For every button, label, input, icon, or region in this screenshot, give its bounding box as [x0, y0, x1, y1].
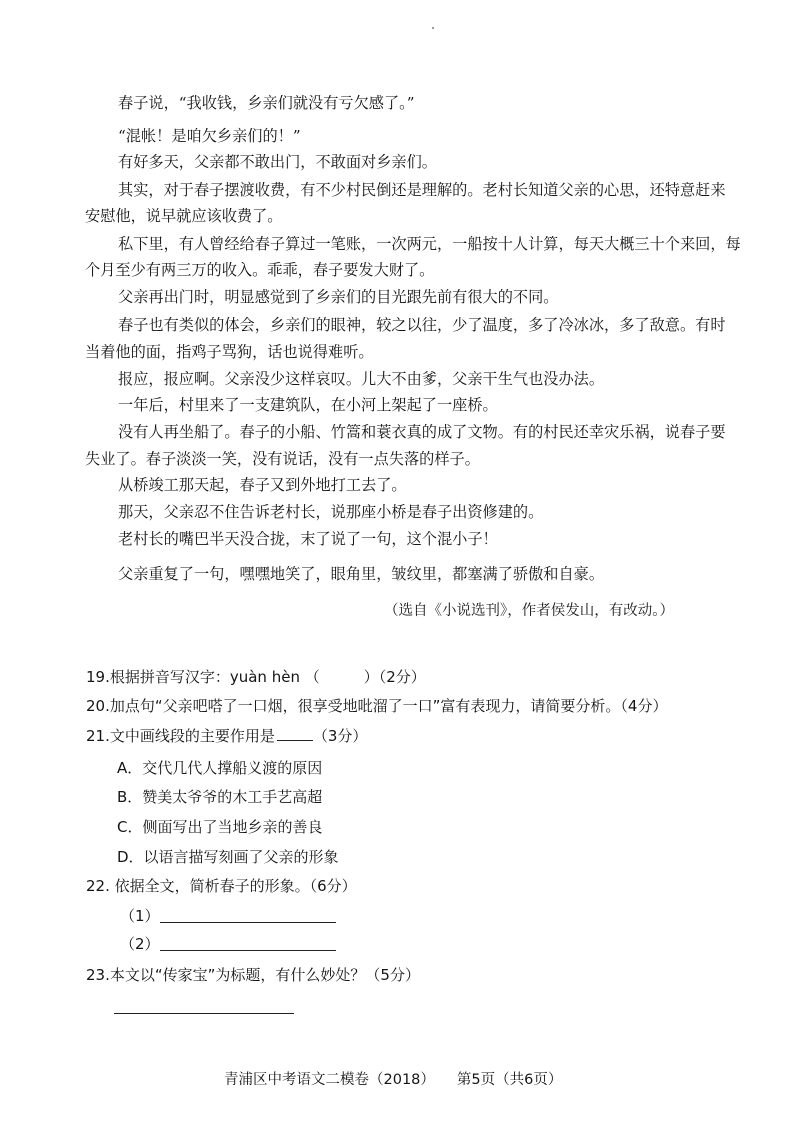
question-21-prefix: 21.文中画线段的主要作用是: [86, 727, 275, 745]
passage-line: 老村长的嘴巴半天没合拢，末了说了一句，这个混小子！: [118, 530, 498, 548]
question-20: 20.加点句“父亲吧嗒了一口烟，很享受地吡溜了一口”富有表现力，请简要分析。（4分）: [86, 697, 668, 715]
answer-label-22-2: （2）: [120, 935, 160, 953]
passage-line: 当着他的面，指鸡子骂狗，话也说得难听。: [85, 343, 374, 361]
question-22: 22. 依据全文，简析春子的形象。（6分）: [86, 877, 357, 895]
option-d: D．以语言描写刻画了父亲的形象: [117, 848, 339, 866]
answer-label-22-1: （1）: [120, 907, 160, 925]
question-19-suffix: ）（2分）: [363, 668, 426, 686]
option-b: B．赞美太爷爷的木工手艺高超: [117, 788, 323, 806]
passage-line: “混帐！是咱欠乡亲们的！”: [118, 127, 301, 145]
answer-line-23[interactable]: [114, 1013, 294, 1014]
passage-line: 父亲再出门时，明显感觉到了乡亲们的目光跟先前有很大的不同。: [118, 288, 559, 306]
answer-line-22-2[interactable]: [160, 950, 336, 951]
footer-exam-title: 青浦区中考语文二模卷（2018）: [224, 1072, 435, 1088]
passage-line: 那天，父亲忍不住告诉老村长，说那座小桥是春子出资修建的。: [118, 503, 544, 521]
source-citation: （选自《小说选刊》，作者侯发山，有改动。）: [384, 603, 674, 619]
passage-line: 没有人再坐船了。春子的小船、竹篙和蓑衣真的成了文物。有的村民还幸灾乐祸，说春子要: [118, 423, 726, 441]
footer-page-number: 第5页（共6页）: [456, 1072, 563, 1088]
passage-line: 私下里，有人曾经给春子算过一笔账，一次两元，一船按十人计算，每天大概三十个来回，每: [118, 235, 741, 253]
question-19: [86, 667, 426, 687]
passage-line: 从桥竣工那天起，春子又到外地打工去了。: [118, 476, 407, 494]
passage-line: 有好多天，父亲都不敢出门，不敢面对乡亲们。: [118, 153, 437, 171]
option-a: A．交代几代人撑船义渡的原因: [117, 759, 323, 777]
passage-line: 春子也有类似的体会，乡亲们的眼神，较之以往，少了温度，多了冷冰冰，多了敌意。有时: [118, 316, 726, 334]
answer-line-22-1[interactable]: [160, 922, 336, 923]
question-21: [86, 726, 367, 746]
question-23: 23.本文以“传家宝”为标题，有什么妙处？（5分）: [86, 966, 420, 984]
passage-line: 春子说，“我收钱，乡亲们就没有亏欠感了。”: [118, 94, 415, 112]
answer-blank-21[interactable]: [277, 726, 313, 741]
passage-line: 报应，报应啊。父亲没少这样哀叹。儿大不由爹，父亲干生气也没办法。: [118, 370, 604, 388]
question-21-suffix: （3分）: [312, 727, 368, 745]
option-c: C．侧面写出了当地乡亲的善良: [117, 818, 323, 836]
passage-line: 一年后，村里来了一支建筑队，在小河上架起了一座桥。: [118, 396, 498, 414]
passage-line: 父亲重复了一句，嘿嘿地笑了，眼角里，皱纹里，都塞满了骄傲和自豪。: [118, 565, 604, 583]
question-19-prefix: 19.根据拼音写汉字：yuàn hèn （: [86, 668, 320, 686]
page-footer: [224, 1068, 584, 1089]
passage-line: 其实，对于春子摆渡收费，有不少村民倒还是理解的。老村长知道父亲的心思，还特意赶来: [118, 181, 726, 199]
scan-speck: [432, 27, 434, 29]
passage-line: 失业了。春子淡淡一笑，没有说话，没有一点失落的样子。: [85, 450, 480, 468]
passage-line: 个月至少有两三万的收入。乖乖，春子要发大财了。: [85, 261, 435, 279]
passage-line: 安慰他，说早就应该收费了。: [85, 207, 283, 225]
